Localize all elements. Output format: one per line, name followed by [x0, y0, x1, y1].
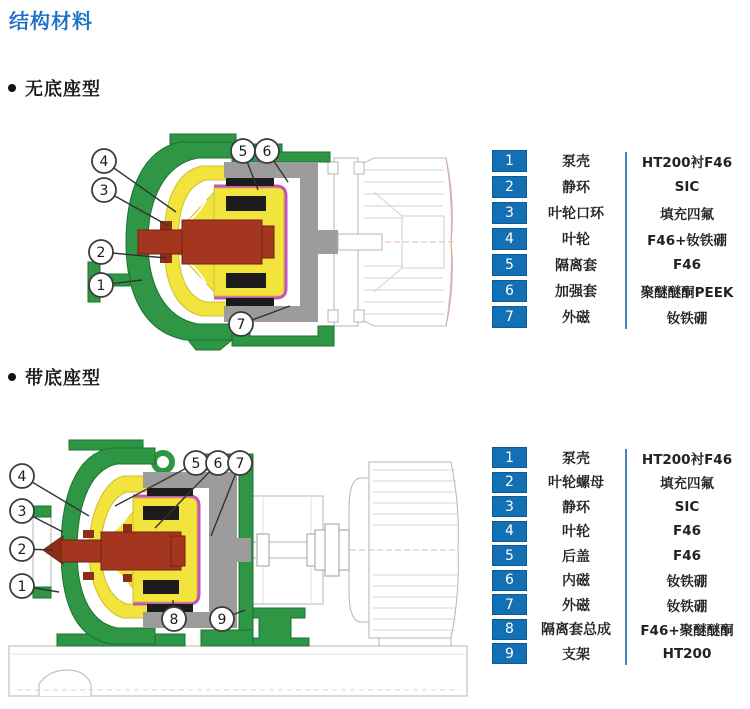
part-name: 支架	[562, 646, 590, 663]
table-row	[488, 202, 746, 224]
part-material: 填充四氟	[660, 476, 714, 492]
callout-number: 6	[213, 456, 223, 472]
table-row	[488, 643, 746, 664]
callout-number: 7	[235, 456, 245, 472]
stationary-ring	[160, 254, 172, 263]
materials-table-no-base	[488, 150, 746, 332]
table-row	[488, 254, 746, 276]
bullet-icon	[8, 373, 16, 381]
row-number-badge: 6	[492, 280, 527, 302]
callout-number: 2	[17, 542, 27, 558]
table-row	[488, 594, 746, 615]
baseplate	[9, 646, 467, 696]
part-name: 外磁	[562, 310, 590, 326]
wear-ring	[123, 524, 132, 532]
bullet-icon	[8, 84, 16, 92]
page-title: 结构材料	[9, 9, 93, 33]
materials-table-with-base	[488, 447, 746, 668]
table-row	[488, 306, 746, 328]
table-row	[488, 150, 746, 172]
wear-ring	[123, 574, 132, 582]
row-number-badge: 2	[492, 472, 527, 493]
lifting-eye	[154, 453, 172, 471]
section-heading-with-base	[8, 364, 101, 390]
callout-number: 7	[236, 317, 246, 333]
row-number-badge: 5	[492, 545, 527, 566]
row-number-badge: 9	[492, 643, 527, 664]
pump-diagram-with-base	[5, 432, 473, 706]
callout-number: 3	[99, 183, 109, 199]
row-number-badge: 7	[492, 306, 527, 328]
part-name: 加强套	[555, 284, 597, 300]
callout-number: 3	[17, 504, 27, 520]
part-material: 填充四氟	[660, 207, 714, 223]
section-heading-label: 无底座型	[25, 79, 101, 100]
section-heading-no-base	[8, 75, 101, 101]
part-material: F46	[672, 257, 701, 273]
callout-number: 4	[17, 469, 27, 485]
part-material: 钕铁硼	[666, 311, 708, 327]
callout-number: 8	[169, 612, 179, 628]
row-number-badge: 3	[492, 202, 527, 224]
pump-diagram-no-base	[80, 128, 470, 352]
part-material: F46+聚醚醚酮	[640, 623, 734, 639]
part-name: 叶轮螺母	[548, 475, 604, 491]
row-number-badge: 7	[492, 594, 527, 615]
callout-number: 2	[96, 245, 106, 261]
part-name: 叶轮	[562, 232, 590, 248]
part-material: F46	[672, 547, 701, 564]
part-material: SIC	[674, 179, 700, 195]
row-number-badge: 6	[492, 570, 527, 591]
part-name: 叶轮口环	[548, 206, 604, 222]
row-number-badge: 8	[492, 619, 527, 640]
part-name: 外磁	[562, 597, 590, 614]
part-name: 后盖	[562, 548, 590, 565]
part-name: 静环	[562, 499, 590, 516]
part-name: 隔离套	[555, 258, 597, 274]
callout-number: 9	[217, 612, 227, 628]
part-name: 静环	[562, 180, 590, 196]
row-number-badge: 5	[492, 254, 527, 276]
row-number-badge: 1	[492, 447, 527, 468]
callout-number: 4	[99, 154, 109, 170]
coupling	[315, 524, 349, 576]
wear-ring	[83, 572, 94, 580]
row-number-badge: 3	[492, 496, 527, 517]
part-material: F46+钕铁硼	[647, 233, 727, 249]
part-name: 内磁	[562, 573, 590, 589]
part-material: HT200衬F46	[641, 155, 733, 171]
table-row	[488, 176, 746, 198]
part-material: 聚醚醚酮PEEK	[640, 285, 734, 301]
callout-number: 5	[238, 144, 248, 160]
row-number-badge: 1	[492, 150, 527, 172]
table-row	[488, 280, 746, 302]
callout-number: 1	[17, 579, 27, 595]
row-number-badge: 2	[492, 176, 527, 198]
row-number-badge: 4	[492, 521, 527, 542]
table-row	[488, 472, 746, 493]
row-number-badge: 4	[492, 228, 527, 250]
part-material: HT200衬F46	[641, 451, 733, 468]
wear-ring	[83, 530, 94, 538]
part-material: SIC	[674, 498, 700, 515]
callout-number: 5	[191, 456, 201, 472]
part-material: 钕铁硼	[666, 574, 708, 590]
table-row	[488, 447, 746, 468]
table-row	[488, 545, 746, 566]
callout-number: 1	[96, 278, 106, 294]
table-row	[488, 570, 746, 591]
callout-number: 6	[262, 144, 272, 160]
part-name: 泵壳	[562, 450, 590, 467]
table-row	[488, 521, 746, 542]
table-row	[488, 496, 746, 517]
table-row	[488, 619, 746, 640]
part-name: 隔离套总成	[541, 622, 611, 638]
part-name: 叶轮	[562, 524, 590, 540]
section-heading-label: 带底座型	[25, 368, 101, 389]
part-name: 泵壳	[562, 154, 590, 170]
part-material: HT200	[662, 645, 712, 662]
part-material: F46	[672, 523, 701, 539]
part-material: 钕铁硼	[666, 598, 708, 615]
table-row	[488, 228, 746, 250]
